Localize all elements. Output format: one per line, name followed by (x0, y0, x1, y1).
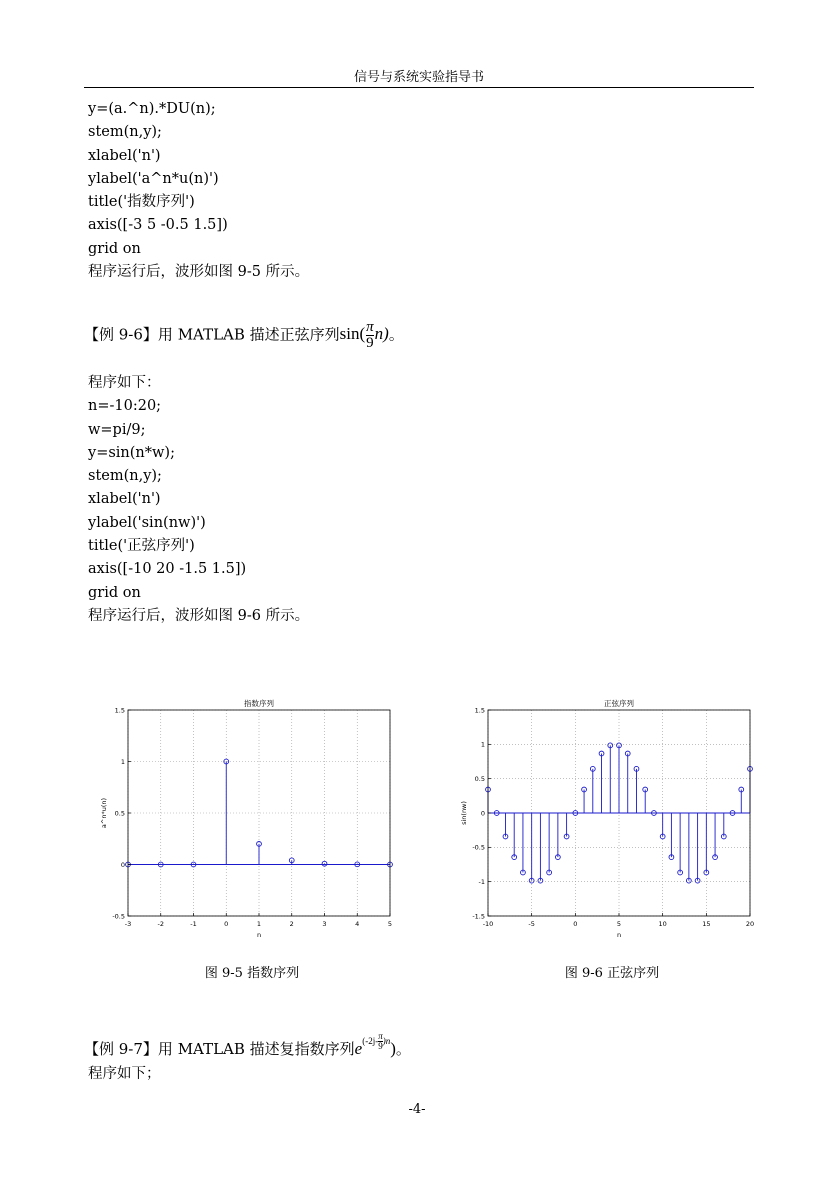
y-axis-label: a^n*u(n) (100, 797, 108, 829)
page-number: -4- (408, 1102, 426, 1117)
x-tick-label: 3 (322, 920, 327, 928)
y-tick-label: 0 (120, 860, 125, 869)
example-9-6-prefix: 【例 9-6】用 MATLAB 描述正弦序列 (84, 325, 340, 344)
figure-caption-9-5: 图 9-5 指数序列 (204, 966, 300, 981)
x-tick-label: -10 (482, 920, 494, 928)
code-line: grid on (88, 584, 141, 601)
x-tick-label: 15 (702, 920, 711, 928)
code-line: title('指数序列') (88, 194, 195, 211)
y-tick-label: 1.5 (114, 706, 125, 715)
x-tick-label: 10 (658, 920, 667, 928)
y-tick-label: -0.5 (112, 912, 125, 921)
code-line: 程序运行后，波形如图 9-6 所示。 (88, 607, 310, 624)
y-tick-label: 1.5 (474, 706, 485, 715)
example-9-6-heading: 【例 9-6】用 MATLAB 描述正弦序列sin( $\frac{\pi}{9}$ n)。 (84, 319, 404, 351)
y-tick-label: 1 (480, 740, 485, 749)
y-tick-label: 0 (480, 809, 485, 818)
code-block-2 (88, 372, 309, 628)
pi-over-9-fraction: $\frac{\pi}{9}$ (366, 319, 374, 351)
figure-caption-9-6: 图 9-6 正弦序列 (564, 966, 660, 981)
y-tick-label: -0.5 (472, 843, 485, 852)
exponential-sequence-chart (92, 694, 402, 944)
code-line: stem(n,y); (88, 124, 162, 141)
code-line: n=-10:20; (88, 398, 162, 415)
code-line: 程序运行后，波形如图 9-5 所示。 (88, 264, 310, 281)
x-axis-label: n (256, 931, 262, 939)
x-tick-label: -5 (528, 920, 535, 928)
x-axis-label: n (616, 931, 622, 939)
code-line: ylabel('a^n*u(n)') (88, 170, 219, 187)
y-tick-label: 0.5 (114, 809, 125, 818)
x-tick-label: 0 (224, 920, 229, 928)
y-tick-label: -1.5 (472, 912, 485, 921)
code-line: xlabel('n') (88, 147, 161, 164)
code-line: grid on (88, 240, 141, 257)
code-block-1 (88, 98, 309, 284)
x-tick-label: 0 (573, 920, 578, 928)
y-tick-label: -1 (478, 877, 485, 886)
x-tick-label: 20 (745, 920, 755, 928)
code-line: 程序如下； (88, 1066, 161, 1082)
y-tick-label: 1 (120, 757, 125, 766)
code-line: stem(n,y); (88, 468, 162, 485)
code-line: y=sin(n*w); (88, 444, 175, 461)
example-9-7-heading: 【例 9-7】用 MATLAB 描述复指数序列$e^{(-2j- \frac{\pi}{9} )n}$)。 (84, 1031, 411, 1059)
code-line: title('正弦序列') (88, 538, 195, 555)
x-tick-label: -2 (157, 920, 164, 928)
page-header: 信号与系统实验指导书 (353, 70, 484, 85)
chart-title: 正弦序列 (604, 699, 634, 708)
x-tick-label: -1 (190, 920, 197, 928)
y-axis-label: sin(nw) (460, 801, 468, 825)
example-9-7-prefix: 【例 9-7】用 MATLAB 描述复指数序列 (84, 1040, 355, 1059)
x-tick-label: -3 (124, 920, 132, 928)
code-line: xlabel('n') (88, 491, 161, 508)
code-line: axis([-10 20 -1.5 1.5]) (88, 561, 247, 578)
sine-sequence-chart (452, 694, 762, 944)
x-tick-label: 5 (616, 920, 622, 928)
chart-title: 指数序列 (244, 699, 274, 708)
x-tick-label: 2 (289, 920, 294, 928)
x-tick-label: 4 (355, 920, 360, 928)
complex-exp-formula: $e^{(-2j- \frac{\pi}{9} )n}$) (354, 1031, 396, 1059)
code-line: y=(a.^n).*DU(n); (88, 101, 216, 117)
x-tick-label: 5 (387, 920, 393, 928)
sin-formula: sin( $\frac{\pi}{9}$ n) (339, 319, 389, 351)
x-tick-label: 1 (256, 920, 262, 928)
y-tick-label: 0.5 (474, 774, 485, 783)
code-block-3 (88, 1063, 161, 1086)
code-line: w=pi/9; (88, 421, 146, 438)
header-rule (84, 87, 754, 88)
code-line: axis([-3 5 -0.5 1.5]) (88, 217, 228, 234)
code-line: ylabel('sin(nw)') (88, 514, 206, 531)
code-line: 程序如下： (88, 375, 161, 391)
